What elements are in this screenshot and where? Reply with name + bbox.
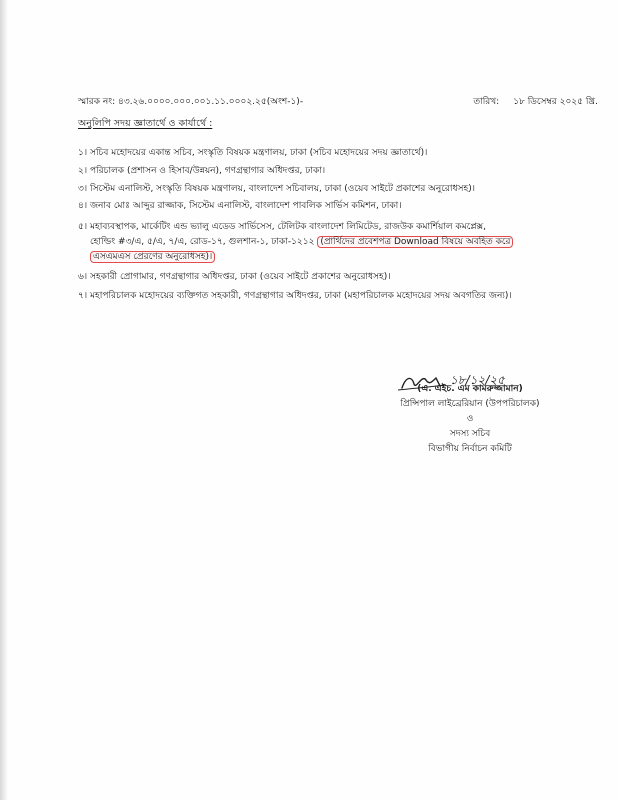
- item-number: ১।: [78, 148, 88, 158]
- item-number: ৬।: [78, 272, 88, 282]
- list-item: [78, 199, 402, 214]
- list-item-continuation: [90, 250, 215, 265]
- item-number: ৪।: [78, 201, 88, 211]
- item-text: সহকারী প্রোগামার, গণগ্রন্থাগার অধিদপ্তর, ঢাকা (ওয়েব সাইটে প্রকাশের অনুরোধসহ)।: [90, 272, 391, 282]
- item-text: হোল্ডিং #৩/এ, ৫/এ, ৭/এ, রোড-১৭, গুলশান-১, ঢাকা-১২১২: [90, 237, 318, 247]
- list-item: [78, 270, 390, 285]
- item-number: ২।: [78, 166, 88, 176]
- date-value: ১৮ ডিসেম্বর ২০২৫ খ্রি.: [513, 97, 598, 107]
- list-item: [78, 146, 427, 161]
- signatory-conjunction: ও: [466, 414, 474, 424]
- signatory-committee: বিভাগীয় নির্বাচন কমিটি: [428, 444, 512, 454]
- list-item: [78, 220, 486, 235]
- item-number: ৫।: [78, 222, 88, 232]
- list-item-continuation: [90, 235, 513, 250]
- item-number: ৩।: [78, 184, 88, 194]
- item-number: ৭।: [78, 291, 88, 301]
- memo-header: [78, 94, 598, 110]
- date-label: তারিখ:: [473, 97, 500, 107]
- item-text: মহাব্যবস্থাপক, মার্কেটিং এন্ড ভ্যালু এডেড সার্ভিসেস, টেলিটক বাংলাদেশ লিমিটেড, রাজউক কমার্শিয়াল কমপ্লেক্স,: [90, 222, 486, 232]
- list-item: [78, 289, 512, 304]
- highlighted-request-cont: এসএমএস প্রেরণের অনুরোধসহ)।: [90, 251, 215, 263]
- item-text: সিস্টেম এনালিস্ট, সংস্কৃতি বিষয়ক মন্ত্রণালয়, বাংলাদেশ সচিবালয়, ঢাকা (ওয়েব সাইটে প্রকাশের অনুরোধসহ)।: [90, 184, 475, 194]
- item-text: জনাব মোঃ আব্দুর রাজ্জাক, সিস্টেম এনালিস্ট, বাংলাদেশ পাবলিক সার্ভিস কমিশন, ঢাকা।: [90, 201, 402, 211]
- list-item: [78, 164, 325, 179]
- signatory-designation: প্রিন্সিপাল লাইব্রেরিয়ান (উপপরিচালক): [400, 399, 540, 409]
- signatory-block: [370, 382, 570, 457]
- item-text: সচিব মহোদয়ের একান্ত সচিব, সংস্কৃতি বিষয়ক মন্ত্রণালয়, ঢাকা (সচিব মহোদয়ের সদয় জ্ঞাতার্থে)।: [90, 148, 428, 158]
- signatory-name: (এ. এইচ. এম কামরুজ্জামান): [417, 384, 523, 394]
- item-text: মহাপরিচালক মহোদয়ের ব্যক্তিগত সহকারী, গণগ্রন্থাগার অধিদপ্তর, ঢাকা (মহাপরিচালক মহোদয়ের সদয় অবগতির জন্য)।: [90, 291, 512, 301]
- signature-date: ১৮/১২/২৫: [450, 373, 505, 387]
- memo-reference: স্মারক নং: ৪৩.২৬.০০০০.০০০.০০১.১১.০০০২.২৫(অংশ-১)-: [78, 97, 304, 107]
- highlighted-request: (প্রার্থিদের প্রবেশপত্র Download বিষয়ে অবহিত করে: [317, 236, 513, 248]
- scan-edge-shadow: [0, 0, 8, 800]
- list-item: [78, 182, 475, 197]
- item-text: পরিচালক (প্রশাসন ও হিসাব/উন্নয়ন), গণগ্রন্থাগার অধিদপ্তর, ঢাকা।: [90, 166, 326, 176]
- signatory-role: সদস্য সচিব: [449, 429, 491, 439]
- cc-heading: অনুলিপি সদয় জ্ঞাতার্থে ও কার্যার্থে :: [78, 118, 213, 129]
- memo-date: [473, 94, 598, 110]
